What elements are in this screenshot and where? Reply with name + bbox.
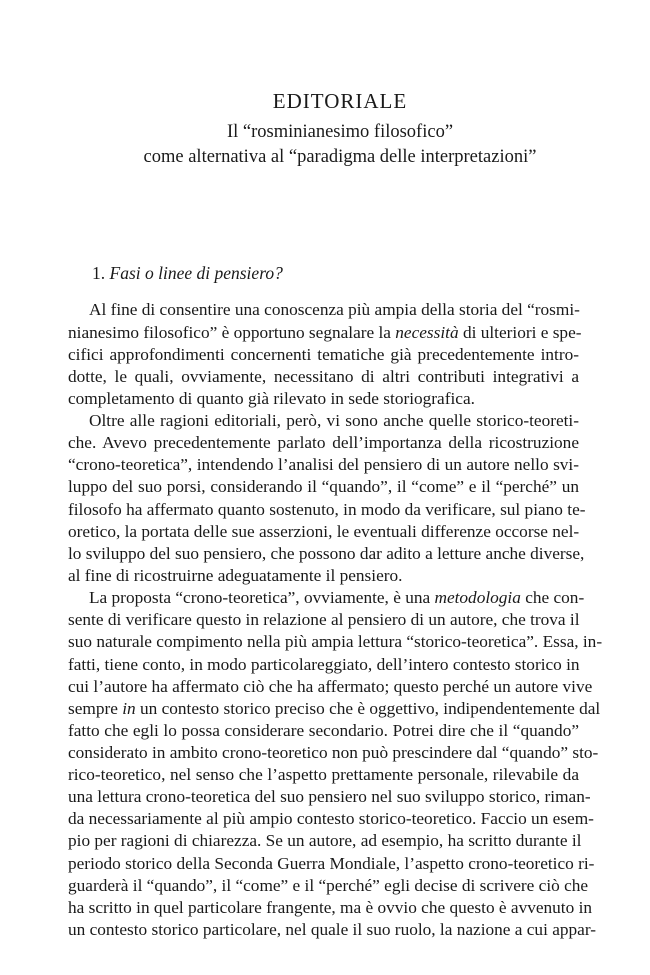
body-line — [68, 631, 603, 653]
body-line — [68, 609, 579, 631]
body-line-text: suo naturale compimento nella più ampia lettura “storico-teoretica”. Essa, in- — [68, 632, 603, 651]
body-line — [68, 322, 582, 344]
body-line-text: dotte, le quali, ovviamente, necessitano di altri contributi integrativi a — [68, 367, 579, 386]
body-line — [68, 454, 579, 476]
body-line — [68, 698, 601, 720]
body-line-text: periodo storico della Seconda Guerra Mondiale, l’aspetto crono-teoretico ri- — [68, 854, 595, 873]
page-title: EDITORIALE — [272, 89, 408, 113]
section-number: 1. — [92, 263, 106, 283]
subtitle-line-2: come alternativa al “paradigma delle interpretazioni” — [143, 147, 537, 167]
body-line — [89, 410, 579, 432]
body-line-text: da necessariamente al più ampio contesto storico-teoretico. Faccio un esem- — [68, 809, 594, 828]
body-line — [68, 764, 579, 786]
body-line — [89, 299, 579, 321]
body-line-text: guarderà il “quando”, il “come” e il “perché” egli decise di scrivere ciò che — [68, 876, 589, 895]
body-line — [68, 676, 593, 698]
emphasized-word: in — [122, 699, 136, 718]
body-line-text: sente di verificare questo in relazione al pensiero di un autore, che trova il — [68, 610, 580, 629]
body-line-text: un contesto storico particolare, nel quale il suo ruolo, la nazione a cui appar- — [68, 920, 596, 939]
body-line-text: di ulteriori e spe- — [458, 323, 582, 342]
subtitle-line-1: Il “rosminianesimo filosofico” — [226, 122, 454, 142]
emphasized-word: metodologia — [434, 588, 521, 607]
body-line — [68, 786, 591, 808]
body-line-text: rico-teoretico, nel senso che l’aspetto prettamente personale, rilevabile da — [68, 765, 579, 784]
body-line-text: che con- — [520, 588, 585, 607]
body-line-text: nianesimo filosofico” è opportuno segnalare la — [68, 323, 396, 342]
body-line — [68, 720, 579, 742]
body-line-text: Oltre alle ragioni editoriali, però, vi sono anche quelle storico-teoreti- — [89, 411, 579, 430]
body-line — [68, 565, 579, 587]
body-line-text: un contesto storico preciso che è oggettivo, indipendentemente dal — [135, 699, 601, 718]
body-line-text: oretico, la portata delle sue asserzioni, le eventuali differenze occorse nel- — [68, 522, 580, 541]
body-line — [68, 521, 579, 543]
body-line-text: cui l’autore ha affermato ciò che ha affermato; questo perché un autore vive — [68, 677, 593, 696]
body-line-text: ha scritto in quel particolare frangente, ma è ovvio che questo è avvenuto in — [68, 898, 593, 917]
body-line-text: pio per ragioni di chiarezza. Se un autore, ad esempio, ha scritto durante il — [68, 831, 582, 850]
body-line-text: sempre — [68, 699, 123, 718]
body-line-text: fatto che egli lo possa considerare secondario. Potrei dire che il “quando” — [68, 721, 579, 740]
body-line-text: considerato in ambito crono-teoretico non può prescindere dal “quando” sto- — [68, 743, 599, 762]
body-line — [89, 587, 585, 609]
body-line-text: “crono-teoretica”, intendendo l’analisi del pensiero di un autore nello svi- — [68, 455, 579, 474]
section-heading — [92, 262, 283, 284]
body-line — [68, 654, 579, 676]
body-line — [68, 853, 595, 875]
body-line — [68, 919, 596, 941]
body-line-text: luppo del suo porsi, considerando il “quando”, il “come” e il “perché” un — [68, 477, 579, 496]
body-line — [68, 875, 589, 897]
body-line — [68, 499, 586, 521]
body-line — [68, 742, 599, 764]
body-line-text: completamento di quanto già rilevato in sede storiografica. — [68, 389, 475, 408]
body-line-text: fatti, tiene conto, in modo particolareggiato, dell’intero contesto storico in — [68, 655, 580, 674]
emphasized-word: necessità — [395, 323, 459, 342]
section-heading-text: Fasi o linee di pensiero? — [109, 263, 283, 283]
body-line-text: lo sviluppo del suo pensiero, che possono dar adito a letture anche diverse, — [68, 544, 585, 563]
body-line-text: La proposta “crono-teoretica”, ovviamente, è una — [89, 588, 435, 607]
body-line — [68, 432, 579, 454]
body-line — [68, 388, 579, 410]
body-line — [68, 344, 579, 366]
body-line-text: che. Avevo precedentemente parlato dell’importanza della ricostruzione — [68, 433, 579, 452]
body-line — [68, 830, 582, 852]
body-line — [68, 476, 579, 498]
body-line-text: cifici approfondimenti concernenti tematiche già precedentemente intro- — [68, 345, 579, 364]
body-line-text: una lettura crono-teoretica del suo pensiero nel suo sviluppo storico, riman- — [68, 787, 591, 806]
body-line-text: Al fine di consentire una conoscenza più ampia della storia del “rosmi- — [89, 300, 580, 319]
body-line-text: al fine di ricostruirne adeguatamente il pensiero. — [68, 566, 403, 585]
body-line — [68, 366, 579, 388]
body-line-text: filosofo ha affermato quanto sostenuto, in modo da verificare, sul piano te- — [68, 500, 586, 519]
body-line — [68, 543, 585, 565]
body-line — [68, 897, 593, 919]
body-line — [68, 808, 594, 830]
